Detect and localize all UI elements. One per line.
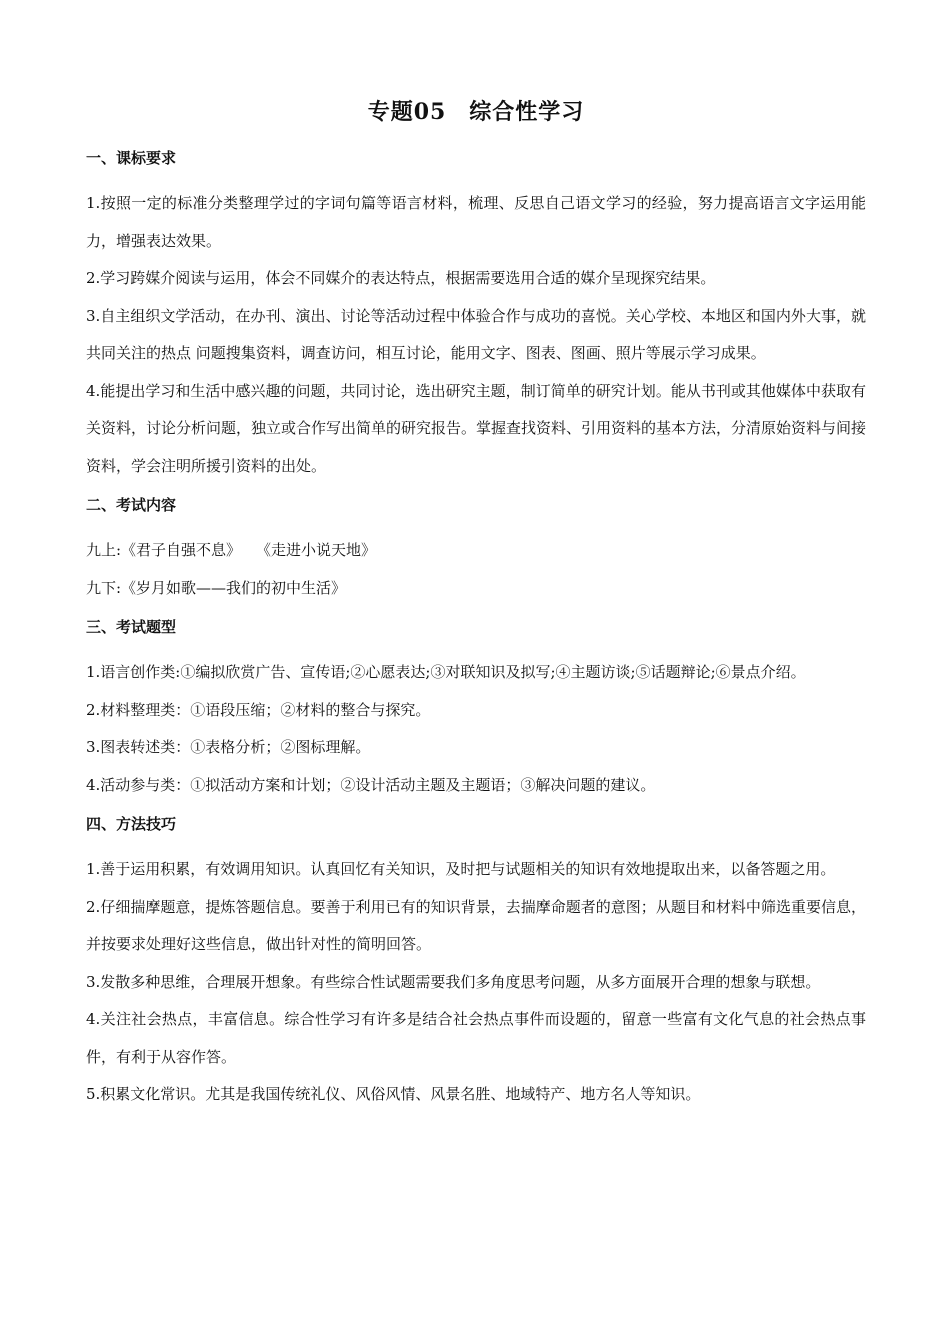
- document-page: [86, 96, 866, 1114]
- paragraph: 4.能提出学习和生活中感兴趣的问题，共同讨论，选出研究主题，制订简单的研究计划。能从书刊或其他媒体中获取有关资料，讨论分析问题，独立或合作写出简单的研究报告。掌握查找资料、引用资料的基本方法，分清原始资料与间接资料，学会注明所援引资料的出处。: [86, 381, 867, 475]
- paragraph: 九下:《岁月如歌——我们的初中生活》: [86, 578, 347, 597]
- section-exam-question-types: [86, 617, 866, 804]
- section-heading: 一、课标要求: [86, 149, 177, 167]
- section-heading: 四、方法技巧: [86, 815, 177, 833]
- paragraph: 1.语言创作类:①编拟欣赏广告、宣传语;②心愿表达;③对联知识及拟写;④主题访谈;⑤话题辩论;⑥景点介绍。: [86, 663, 806, 681]
- section-curriculum-requirements: [86, 148, 866, 485]
- paragraph: 2.仔细揣摩题意，提炼答题信息。要善于利用已有的知识背景，去揣摩命题者的意图；从题目和材料中筛选重要信息，并按要求处理好这些信息，做出针对性的简明回答。: [86, 897, 866, 953]
- paragraph: 2.学习跨媒介阅读与运用，体会不同媒介的表达特点，根据需要选用合适的媒介呈现探究结果。: [86, 269, 716, 287]
- section-heading: 三、考试题型: [86, 618, 177, 636]
- paragraph: 2.材料整理类：①语段压缩；②材料的整合与探究。: [86, 700, 431, 719]
- paragraph: 3.发散多种思维，合理展开想象。有些综合性试题需要我们多角度思考问题，从多方面展开合理的想象与联想。: [86, 972, 821, 991]
- section-exam-content: [86, 495, 866, 607]
- paragraph: 九上:《君子自强不息》 《走进小说天地》: [86, 541, 377, 559]
- paragraph: 3.图表转述类：①表格分析；②图标理解。: [86, 738, 371, 756]
- section-heading: 二、考试内容: [86, 496, 177, 514]
- paragraph: 3.自主组织文学活动，在办刊、演出、讨论等活动过程中体验合作与成功的喜悦。关心学校、本地区和国内外大事，就共同关注的热点 问题搜集资料，调查访问，相互讨论，能用文字、图表、图画、照片等展示学习成果。: [86, 306, 866, 362]
- paragraph: 1.善于运用积累，有效调用知识。认真回忆有关知识，及时把与试题相关的知识有效地提取出来，以备答题之用。: [86, 860, 836, 878]
- paragraph: 4.关注社会热点，丰富信息。综合性学习有许多是结合社会热点事件而设题的，留意一些富有文化气息的社会热点事件，有利于从容作答。: [86, 1010, 866, 1066]
- paragraph: 5.积累文化常识。尤其是我国传统礼仪、风俗风情、风景名胜、地域特产、地方名人等知识。: [86, 1085, 701, 1103]
- paragraph: 1.按照一定的标准分类整理学过的字词句篇等语言材料，梳理、反思自己语文学习的经验，努力提高语言文字运用能力，增强表达效果。: [86, 194, 866, 250]
- page-title: 专题05 综合性学习: [367, 99, 585, 125]
- paragraph: 4.活动参与类：①拟活动方案和计划；②设计活动主题及主题语；③解决问题的建议。: [86, 775, 656, 794]
- section-methods-techniques: [86, 814, 866, 1114]
